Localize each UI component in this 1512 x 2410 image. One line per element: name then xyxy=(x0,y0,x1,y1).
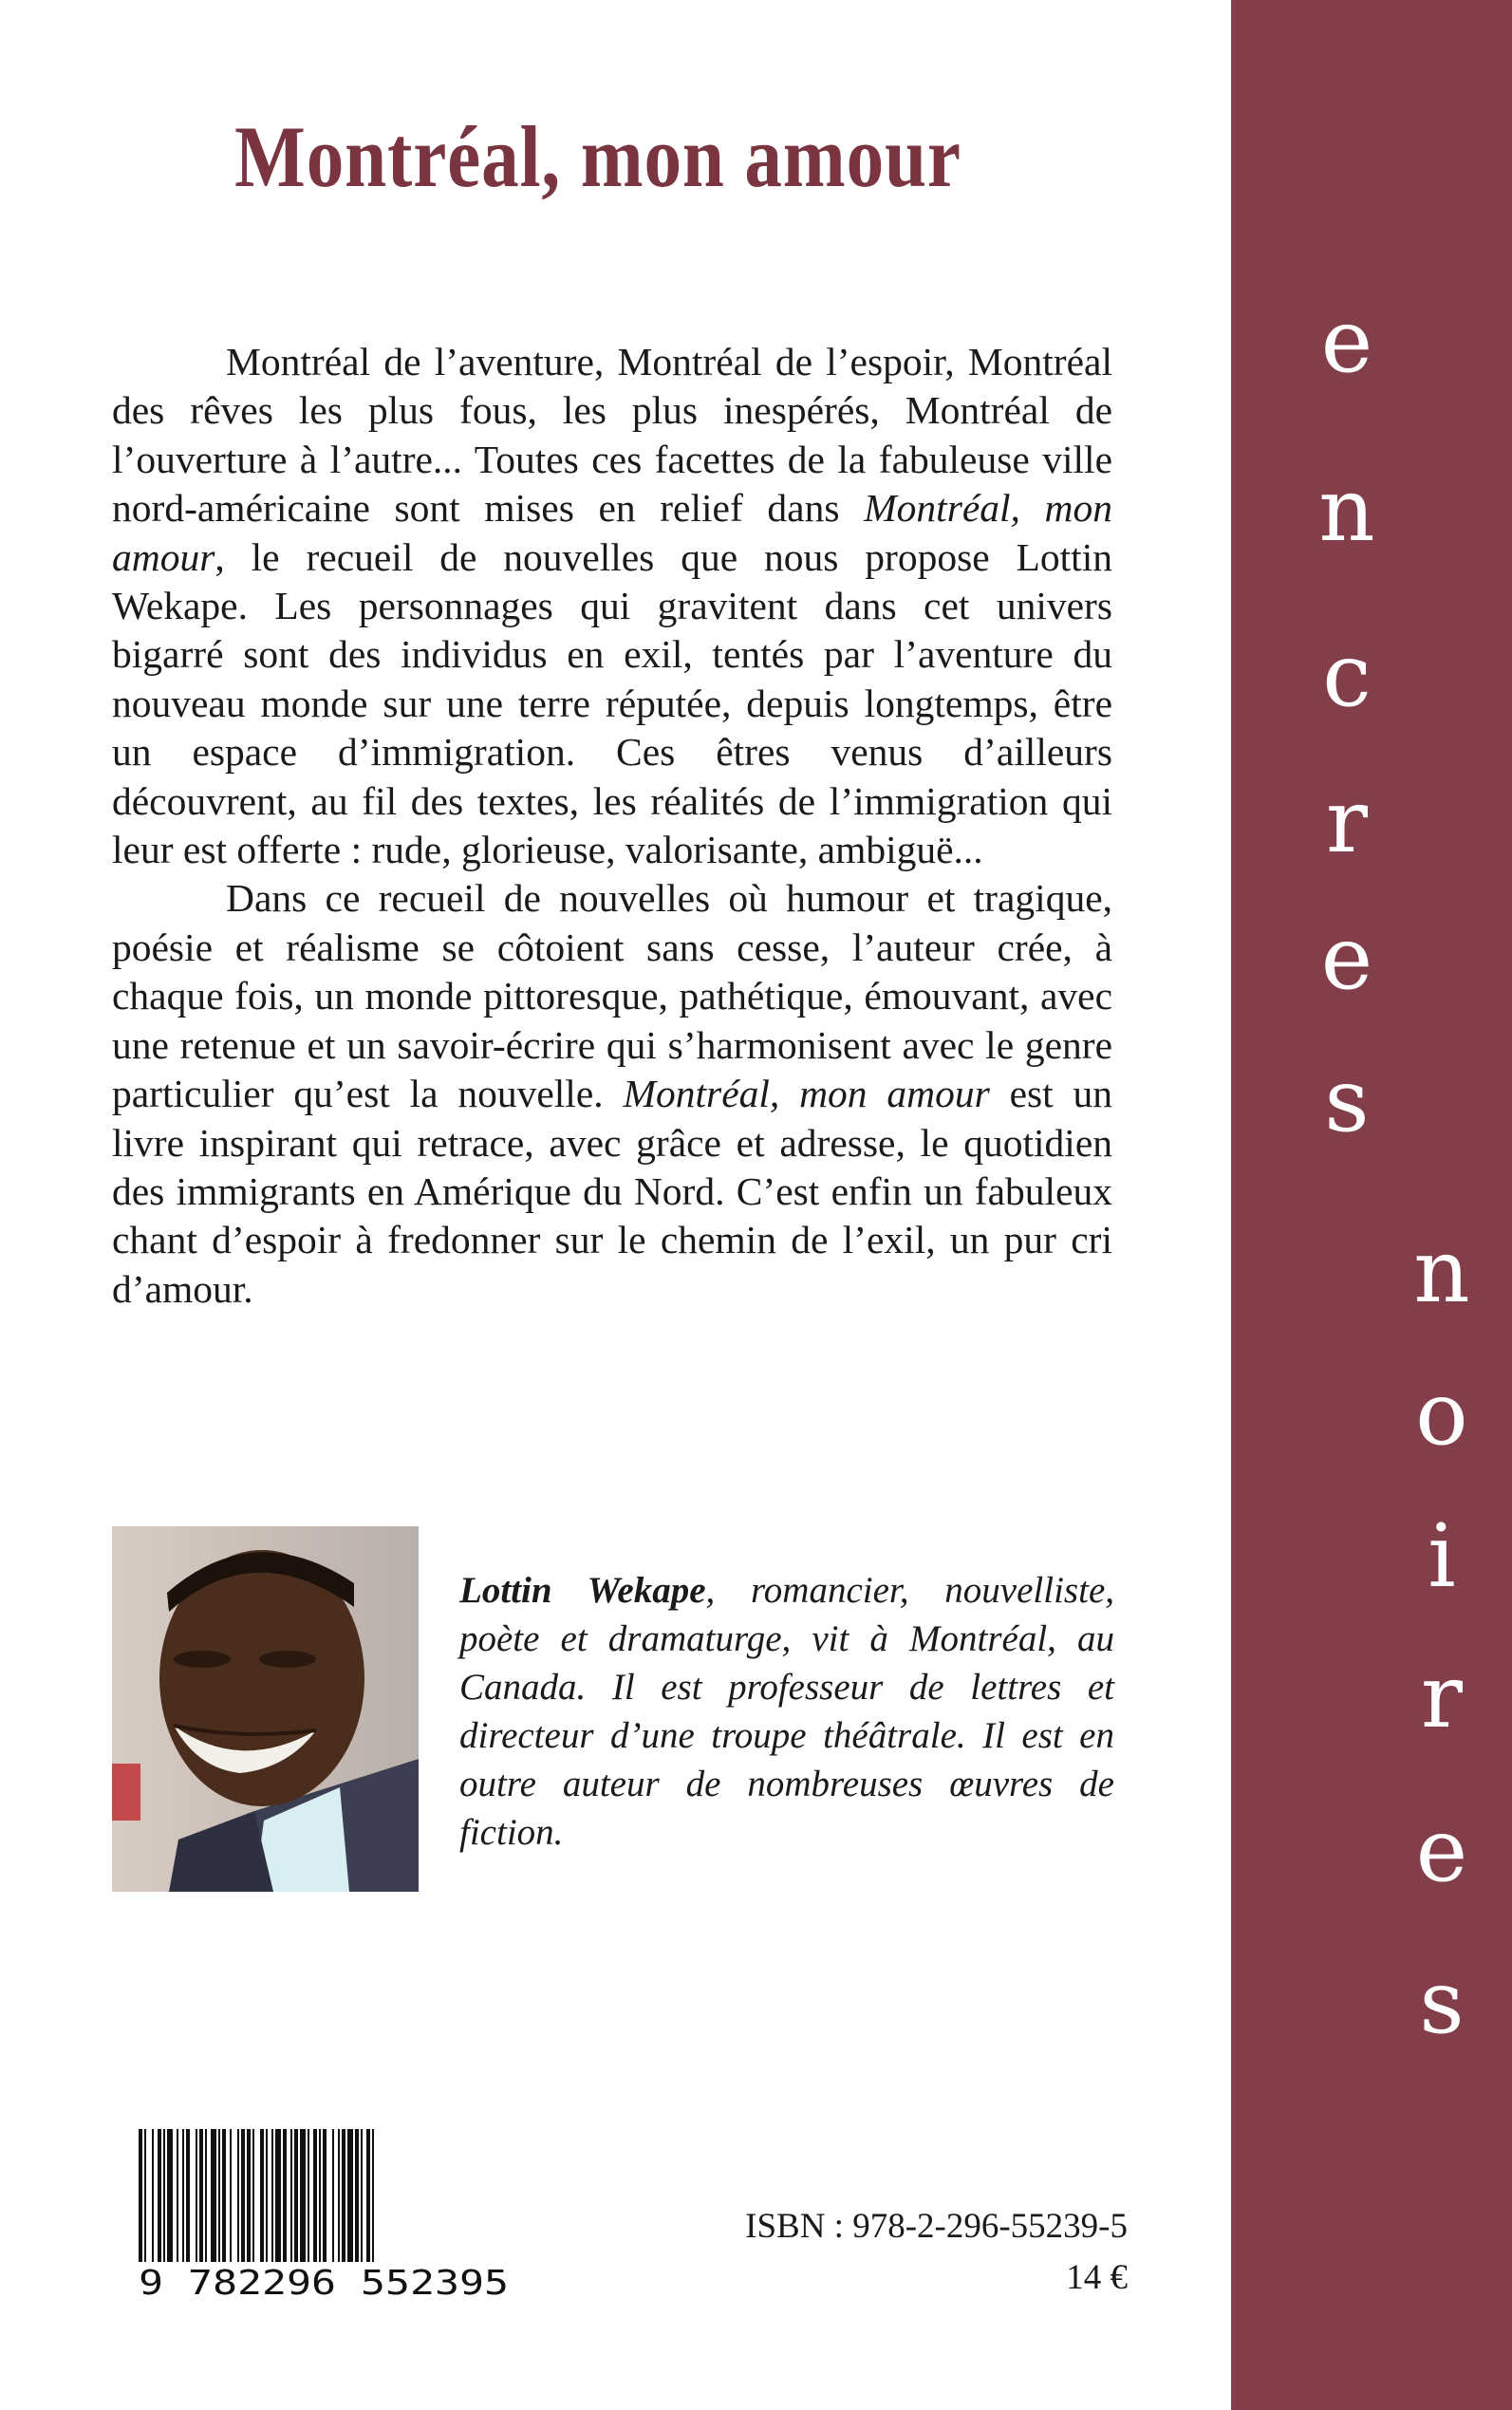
summary-paragraph-2: Dans ce recueil de nouvelles où humour et tragique, poésie et réalisme se côtoient sans cesse, l’auteur crée, à chaque fois, un monde pittoresque, pathétique, émouvant, avec une retenue et un savoir-écrire qui s’harmonisent avec le genre particulier qu’est la nouvelle. Montréal, mon amour est un livre inspirant qui retrace, avec grâce et adresse, le quotidien des immigrants en Amérique du Nord. C’est enfin un fabuleux chant d’espoir à fredonner sur le chemin de l’exil, un pur cri d’amour. xyxy=(112,876,1112,1311)
barcode-bar xyxy=(241,2129,245,2262)
barcode-bar xyxy=(266,2129,268,2262)
barcode-bar xyxy=(332,2129,334,2262)
barcode-bar xyxy=(319,2129,321,2262)
barcode-bar xyxy=(338,2129,340,2262)
barcode-bar xyxy=(211,2129,216,2262)
summary-text xyxy=(112,338,1112,1314)
barcode-bar xyxy=(182,2129,184,2262)
barcode-bar xyxy=(347,2129,353,2262)
series-letter: e xyxy=(1415,1800,1468,1901)
barcode-bar xyxy=(342,2129,345,2262)
barcode-bar xyxy=(230,2129,232,2262)
barcode-bar xyxy=(308,2129,309,2262)
barcode-bar xyxy=(237,2129,239,2262)
series-letter: n xyxy=(1318,459,1375,561)
series-letter: r xyxy=(1421,1646,1463,1747)
author-photo xyxy=(112,1526,419,1892)
barcode-bar xyxy=(271,2129,273,2262)
barcode-bar xyxy=(300,2129,306,2262)
barcode-bar xyxy=(205,2129,207,2262)
barcode-bar xyxy=(361,2129,363,2262)
barcode-bar xyxy=(186,2129,190,2262)
barcode-bar xyxy=(218,2129,220,2262)
barcode-bar xyxy=(163,2129,165,2262)
summary-paragraph-1: Montréal de l’aventure, Montréal de l’espoir, Montréal des rêves les plus fous, les plus inespérés, Montréal de l’ouverture à l’autre... Toutes ces facettes de la fabuleuse ville nord-américaine sont mises en relief dans Montréal, mon amour, le recueil de nouvelles que nous propose Lottin Wekape. Les personnages qui gravitent dans cet univers bigarré sont des individus en exil, tentés par l’aventure du nouveau monde sur une terre réputée, depuis longtemps, être un espace d’immigration. Ces êtres venus d’ailleurs découvrent, au fil des textes, les réalités de l’immigration qui leur est offerte : rude, glorieuse, valorisante, ambiguë... xyxy=(112,340,1113,872)
barcode-bar xyxy=(283,2129,287,2262)
book-title: Montréal, mon amour xyxy=(234,108,961,205)
barcode-bar xyxy=(252,2129,254,2262)
barcode-bar xyxy=(372,2129,374,2262)
barcode-bar xyxy=(275,2129,281,2262)
barcode-digits: 9 782296 552395 xyxy=(139,2264,509,2300)
barcode-bar xyxy=(366,2129,370,2262)
barcode-bar xyxy=(158,2129,161,2262)
barcode-bar xyxy=(323,2129,327,2262)
series-name-vertical xyxy=(1231,0,1512,2410)
series-letter: r xyxy=(1326,771,1368,872)
barcode-bar xyxy=(260,2129,264,2262)
barcode-bar xyxy=(355,2129,359,2262)
series-letter: c xyxy=(1322,625,1372,726)
barcode-bar xyxy=(139,2129,142,2262)
author-name: Lottin Wekape xyxy=(459,1570,706,1611)
barcode-bar xyxy=(196,2129,197,2262)
barcode-bar xyxy=(199,2129,203,2262)
series-letter: s xyxy=(1324,1050,1370,1151)
barcode-bar xyxy=(313,2129,317,2262)
barcode-bar xyxy=(152,2129,154,2262)
author-bio: Lottin Wekape, romancier, nouvelliste, poète et dramaturge, vit à Montréal, au Canada. Il est professeur de lettres et directeur d’une troupe théâtrale. Il est en outre auteur de nombreuses œuvres de fiction. xyxy=(459,1570,1115,1853)
isbn-number: ISBN : 978-2-296-55239-5 xyxy=(745,2207,1128,2246)
barcode-bar xyxy=(144,2129,146,2262)
barcode-bar xyxy=(177,2129,178,2262)
series-letter: n xyxy=(1413,1221,1470,1322)
price: 14 € xyxy=(1066,2258,1128,2297)
series-letter: e xyxy=(1320,907,1373,1009)
barcode-bar xyxy=(222,2129,226,2262)
barcode-bar xyxy=(294,2129,298,2262)
series-letter: e xyxy=(1320,290,1373,392)
barcode-bar xyxy=(167,2129,173,2262)
isbn-barcode xyxy=(133,2129,514,2300)
barcode-bar xyxy=(247,2129,251,2262)
series-letter: i xyxy=(1428,1505,1456,1607)
series-letter: o xyxy=(1415,1363,1468,1465)
barcode-bar xyxy=(290,2129,292,2262)
series-letter: s xyxy=(1419,1952,1465,2053)
